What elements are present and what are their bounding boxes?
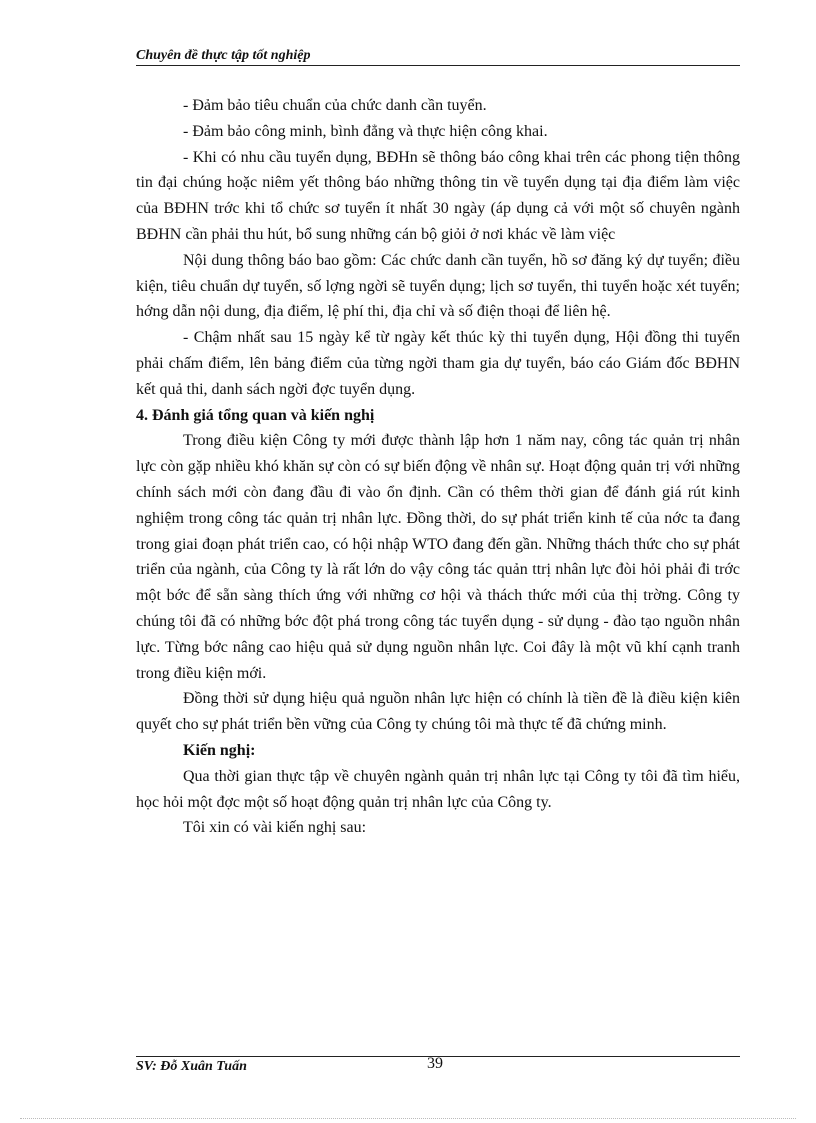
paragraph: Nội dung thông báo bao gồm: Các chức danh cần tuyển, hồ sơ đăng ký dự tuyển; điều kiện, tiêu chuẩn dự tuyển, số lợng ngời sẽ tuyển dụng; lịch sơ tuyển, thi tuyển hoặc xét tuyển; hớng dẫn nội dung, địa điểm, lệ phí thi, địa chỉ và số điện thoại để liên hệ. <box>136 251 740 321</box>
paragraph: - Khi có nhu cầu tuyển dụng, BĐHn sẽ thông báo công khai trên các phong tiện thông tin đại chúng hoặc niêm yết thông báo những thông tin về tuyển dụng tại địa điểm làm việc của BĐHN trớc khi tổ chức sơ tuyển ít nhất 30 ngày (áp dụng cả với một số chuyên ngành BĐHN cần phải thu hút, bổ sung những cán bộ giỏi ở nơi khác về làm việc <box>136 148 740 243</box>
body-text <box>136 93 740 841</box>
section-heading: 4. Đánh giá tổng quan và kiến nghị <box>136 406 375 424</box>
footer-author: SV: Đỗ Xuân Tuấn <box>136 1059 247 1074</box>
subheading-recommendations: Kiến nghị: <box>183 741 256 759</box>
page-number: 39 <box>427 1055 443 1072</box>
paragraph: Qua thời gian thực tập về chuyên ngành quản trị nhân lực tại Công ty tôi đã tìm hiểu, học hỏi một đợc một số hoạt động quản trị nhân lực của Công ty. <box>136 767 740 811</box>
paragraph: Tôi xin có vài kiến nghị sau: <box>183 819 367 837</box>
page-edge-divider <box>20 1118 796 1119</box>
header-title: Chuyên đề thực tập tốt nghiệp <box>136 48 311 63</box>
paragraph: Đồng thời sử dụng hiệu quả nguồn nhân lực hiện có chính là tiền đề là điều kiện kiên quyết cho sự phát triển bền vững của Công ty chúng tôi mà thực tế đã chứng minh. <box>136 690 740 734</box>
page-header <box>136 48 740 66</box>
page-footer <box>136 1056 740 1075</box>
paragraph: - Chậm nhất sau 15 ngày kể từ ngày kết thúc kỳ thi tuyển dụng, Hội đồng thi tuyển phải chấm điểm, lên bảng điểm của từng ngời tham gia dự tuyển, báo cáo Giám đốc BĐHN kết quả thi, danh sách ngời đợc tuyển dụng. <box>136 329 740 398</box>
paragraph: Trong điều kiện Công ty mới được thành lập hơn 1 năm nay, công tác quản trị nhân lực còn gặp nhiều khó khăn sự còn có sự biến động về nhân sự. Hoạt động quản trị với những chính sách mới còn đang đầu đi vào ổn định. Cần có thêm thời gian để đánh giá rút kinh nghiệm trong công tác quản trị nhân lực. Đồng thời, do sự phát triển kinh tế của nớc ta đang trong giai đoạn phát triển cao, có hội nhập WTO đang đến gần. Những thách thức cho sự phát triển của ngành, của Công ty là rất lớn do vậy công tác quản ttrị nhân lực đòi hỏi phải đi trớc một bớc để sẵn sàng thích ứng với những cơ hội và thách thức mới của thị trờng. Công ty chúng tôi đã có những bớc đột phá trong công tác tuyển dụng - sử dụng - đào tạo nguồn nhân lực. Từng bớc nâng cao hiệu quả sử dụng nguồn nhân lực. Coi đây là một vũ khí cạnh tranh trong điều kiện mới. <box>136 432 740 682</box>
paragraph: - Đảm bảo công minh, bình đẳng và thực hiện công khai. <box>183 122 548 140</box>
paragraph: - Đảm bảo tiêu chuẩn của chức danh cần tuyển. <box>183 97 487 114</box>
